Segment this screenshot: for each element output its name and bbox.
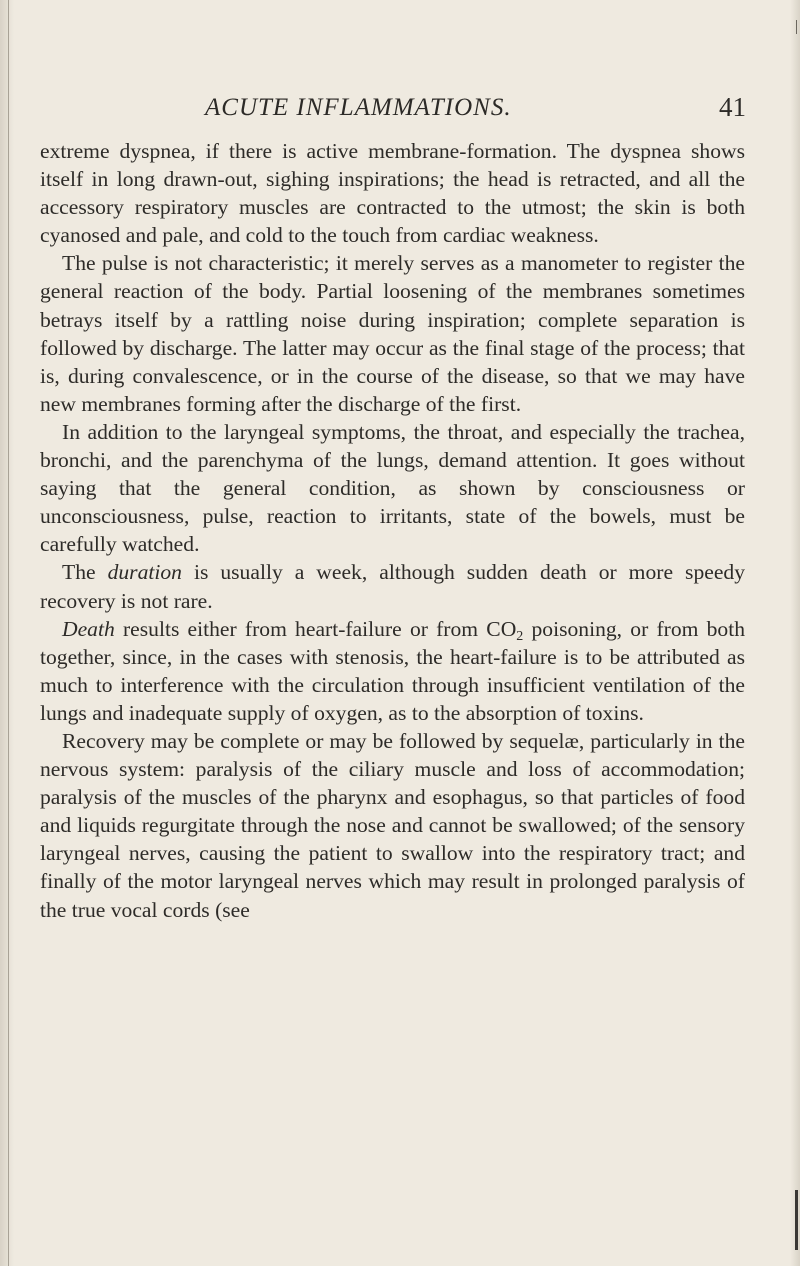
paragraph-dyspnea: extreme dyspnea, if there is active membrane-formation. The dyspnea shows itself in long drawn-out, sighing inspirations; the head is retracted, and all the accessory respiratory muscles are contracted to the utmost; the skin is both cyanosed and pale, and cold to the touch from cardiac weakness. bbox=[40, 139, 745, 248]
running-title: ACUTE INFLAMMATIONS. bbox=[205, 94, 512, 121]
duration-lead: The bbox=[62, 560, 96, 585]
death-term: Death bbox=[62, 616, 115, 641]
page-header bbox=[40, 92, 746, 132]
paragraph-recovery: Recovery may be complete or may be followed by sequelæ, particularly in the nervous system: paralysis of the ciliary muscle and loss of accommodation; paralysis of the muscles of the pharynx and esophagus, so that particles of food and liquids regurgitate through the nose and cannot be swallowed; of the sensory laryngeal nerves, causing the patient to swallow into the respiratory tract; and finally of the motor laryngeal nerves which may result in prolonged paralysis of the true vocal cords (see bbox=[40, 728, 745, 922]
body-text bbox=[40, 137, 745, 924]
page-number: 41 bbox=[719, 92, 746, 122]
duration-text: is usually a week, although sudden death or more speedy recovery is not rare. bbox=[40, 560, 746, 613]
duration-term: duration bbox=[107, 560, 182, 585]
paragraph-laryngeal-symptoms: In addition to the laryngeal symptoms, the throat, and especially the trachea, bronchi, and the parenchyma of the lungs, demand attention. It goes without saying that the general condition, as shown by consciousness or unconsciousness, pulse, reaction to irritants, state of the bowels, must be carefully watched. bbox=[40, 419, 745, 557]
co2-subscript: 2 bbox=[516, 628, 524, 644]
page-left-edge bbox=[0, 0, 14, 1266]
paragraph-pulse: The pulse is not characteristic; it merely serves as a manometer to register the general reaction of the body. Partial loosening of the membranes sometimes betrays itself by a rattling noise during inspiration; complete separation is followed by discharge. The latter may occur as the final stage of the process; that is, during convalescence, or in the course of the disease, so that we may have new membranes forming after the discharge of the first. bbox=[40, 251, 745, 416]
paragraph-death bbox=[40, 615, 745, 727]
page-right-edge bbox=[790, 0, 800, 1266]
death-text-a: results either from heart-failure or from CO bbox=[122, 616, 517, 641]
paragraph-duration bbox=[40, 558, 745, 614]
death-text-b: poisoning, or from both together, since, in the cases with stenosis, the heart-failure is to be attributed as much to interference with the circulation through insufficient ventilation of the lungs and inadequate supply of oxygen, as to the absorption of toxins. bbox=[40, 616, 746, 725]
